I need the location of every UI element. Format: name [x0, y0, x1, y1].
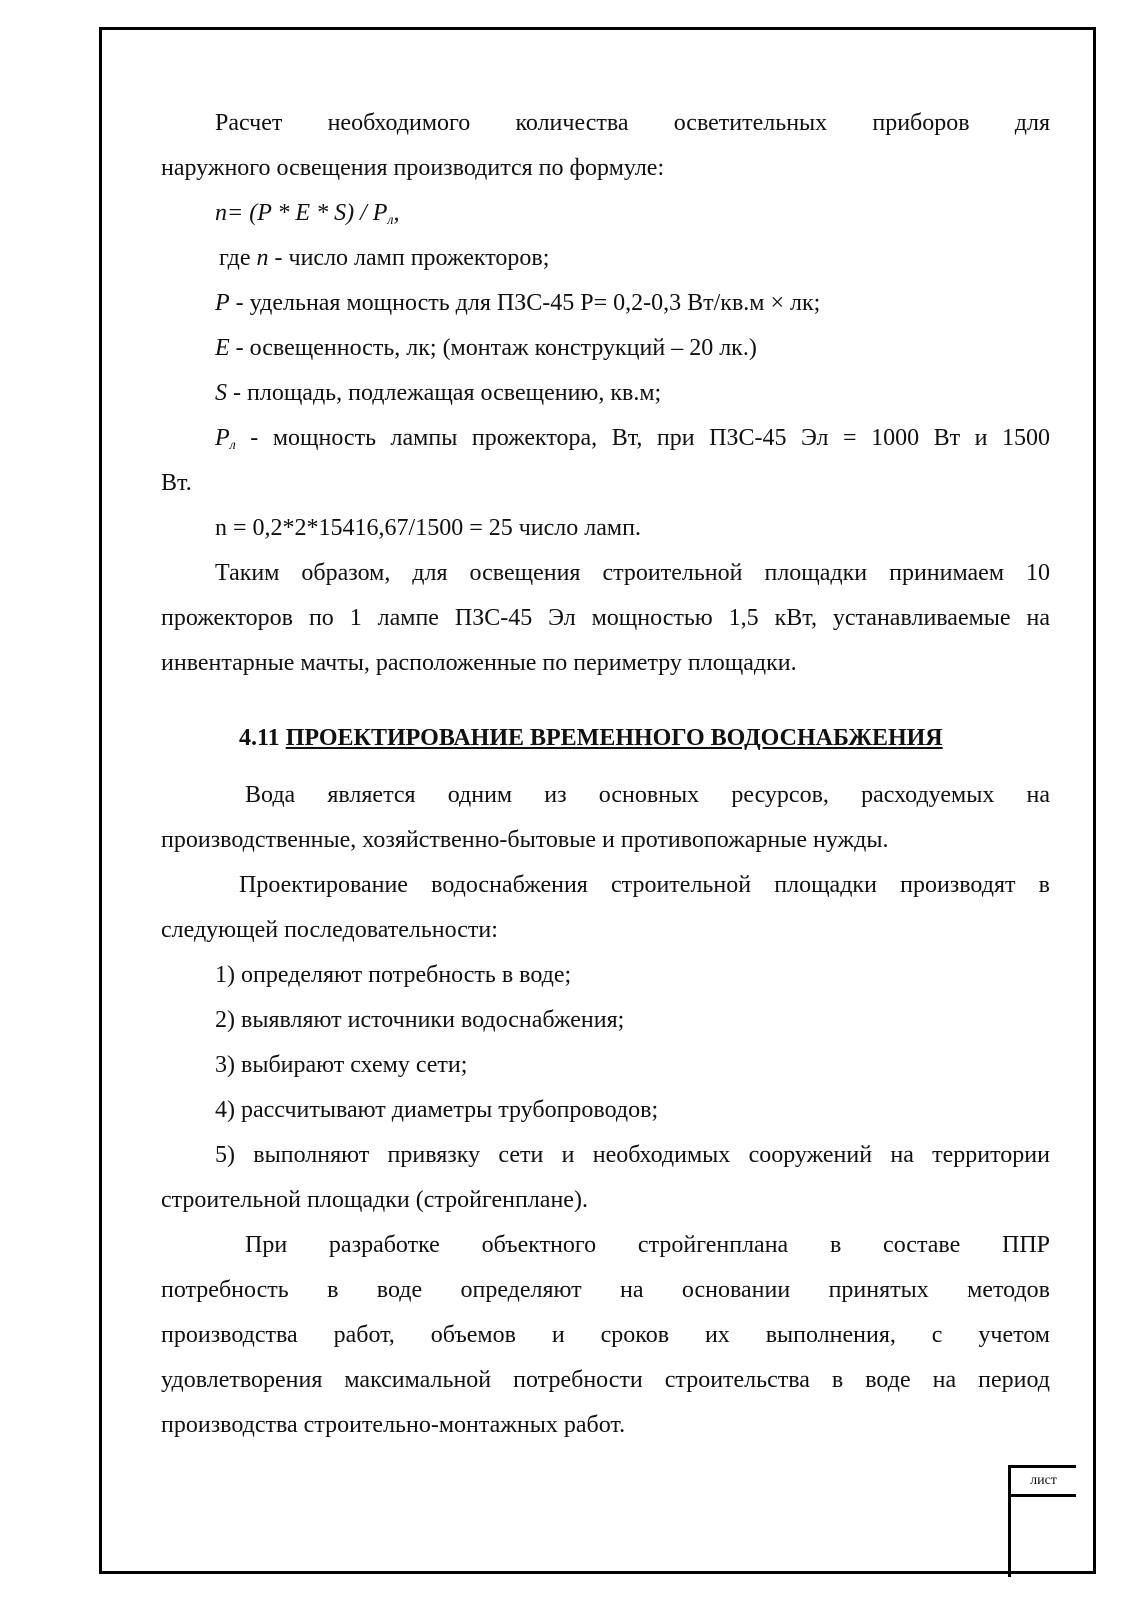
definition-s-var: S [215, 380, 227, 406]
paragraph-ppr-line-3: производства работ, объемов и сроков их выполнения, с учетом [161, 1322, 1050, 1348]
definition-pl-var: P [215, 425, 230, 451]
list-item: 4) рассчитывают диаметры трубопроводов; [215, 1097, 659, 1123]
section-heading [161, 716, 1050, 761]
paragraph-design-line-1: Проектирование водоснабжения строительной площадки производят в [239, 872, 1050, 898]
paragraph-water-line-2: производственные, хозяйственно-бытовые и противопожарные нужды. [161, 827, 889, 853]
paragraph-water-line-1: Вода является одним из основных ресурсов, расходуемых на [245, 782, 1050, 808]
formula-tail: , [393, 200, 400, 226]
section-title: ПРОЕКТИРОВАНИЕ ВРЕМЕННОГО ВОДОСНАБЖЕНИЯ [285, 725, 943, 751]
definition-pl-text: - мощность лампы прожектора, Вт, при ПЗС-45 Эл = 1000 Вт и 1500 [235, 425, 1050, 451]
definition-pl-line-2: Вт. [161, 470, 192, 496]
section-number: 4.11 [239, 725, 286, 751]
definition-e-var: E [215, 335, 230, 361]
paragraph-conclusion-line-2: прожекторов по 1 лампе ПЗС-45 Эл мощностью 1,5 кВт, устанавливаемые на [161, 605, 1050, 631]
definition-n-text: - число ламп прожекторов; [268, 245, 550, 271]
list-item: 3) выбирают схему сети; [215, 1052, 468, 1078]
paragraph-ppr-line-1: При разработке объектного стройгенплана в составе ППР [245, 1232, 1050, 1258]
paragraph-ppr-line-5: производства строительно-монтажных работ. [161, 1412, 626, 1438]
formula-n: n [215, 200, 227, 226]
formula-body: = (P * E * S) / P [227, 200, 388, 226]
definition-s [161, 371, 1050, 416]
list-item-5-line-1: 5) выполняют привязку сети и необходимых сооружений на территории [215, 1142, 1050, 1168]
list-item: 2) выявляют источники водоснабжения; [215, 1007, 625, 1033]
paragraph-conclusion-line-3: инвентарные мачты, расположенные по периметру площадки. [161, 650, 797, 676]
formula-subscript: л [387, 213, 394, 228]
definition-n-var: n [256, 245, 269, 271]
definition-pl-subscript: л [229, 438, 236, 453]
definition-n [161, 236, 1050, 281]
paragraph-ppr-line-2: потребность в воде определяют на основании принятых методов [161, 1277, 1050, 1303]
paragraph-design-line-2: следующей последовательности: [161, 917, 498, 943]
paragraph-intro-line-2: наружного освещения производится по формуле: [161, 155, 665, 181]
definition-p-var: P [215, 290, 230, 316]
paragraph-intro-line-1: Расчет необходимого количества осветительных приборов для [215, 110, 1050, 136]
paragraph-conclusion-line-1: Таким образом, для освещения строительной площадки принимаем 10 [215, 560, 1050, 586]
sheet-label: лист [1011, 1468, 1076, 1497]
list-item: 1) определяют потребность в воде; [215, 962, 572, 988]
definition-p [161, 281, 1050, 326]
definition-n-prefix: где [219, 245, 257, 271]
list-item-5-line-2: строительной площадки (стройгенплане). [161, 1187, 588, 1213]
document-body [161, 101, 1050, 1448]
definition-s-text: - площадь, подлежащая освещению, кв.м; [227, 380, 662, 406]
formula [161, 191, 1050, 236]
definition-p-text: - удельная мощность для ПЗС-45 Р= 0,2-0,3 Вт/кв.м × лк; [229, 290, 821, 316]
calculation: n = 0,2*2*15416,67/1500 = 25 число ламп. [215, 515, 641, 541]
sheet-stamp [1008, 1465, 1076, 1577]
definition-pl-line-1 [161, 416, 1050, 461]
definition-e-text: - освещенность, лк; (монтаж конструкций – 20 лк.) [229, 335, 757, 361]
definition-e [161, 326, 1050, 371]
paragraph-ppr-line-4: удовлетворения максимальной потребности строительства в воде на период [161, 1367, 1050, 1393]
